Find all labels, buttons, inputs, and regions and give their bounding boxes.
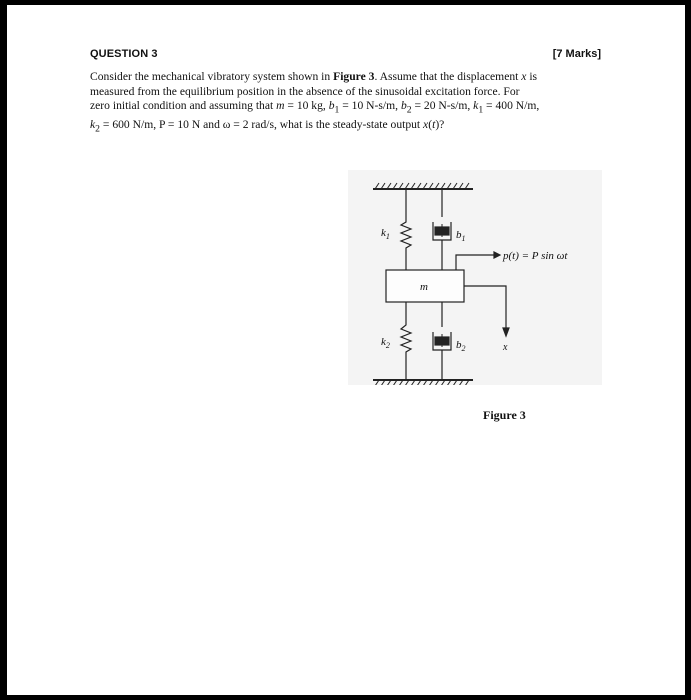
- page-border-right: [685, 0, 691, 700]
- label-force: p(t) = P sin ωt: [503, 250, 568, 262]
- label-x: x: [503, 342, 508, 353]
- body-line-1: [90, 70, 602, 85]
- body-text-span: = 20 N-s/m,: [411, 99, 474, 113]
- label-k2: $k_2$: [381, 336, 390, 350]
- label-b1: $b_1$: [456, 229, 466, 243]
- figure-reference: Figure 3: [333, 70, 375, 83]
- variable-b: b: [328, 99, 335, 113]
- variable-m: m: [276, 99, 285, 113]
- label-mass: m: [420, 281, 428, 293]
- variable-x: x: [521, 70, 527, 83]
- question-title: QUESTION 3: [90, 48, 158, 60]
- body-text-span: = 400 N/m,: [483, 99, 540, 113]
- body-text-span: = 10 kg,: [284, 99, 329, 113]
- body-line-2: measured from the equilibrium position in the absence of the sinusoidal excitation force. For: [90, 84, 520, 98]
- body-text-span: )?: [435, 118, 445, 132]
- body-text-span: = 600 N/m, P = 10 N and ω = 2 rad/s, what is the steady-state output: [99, 118, 424, 132]
- variable-b: b: [400, 99, 407, 113]
- label-k1: $k_1$: [381, 227, 390, 241]
- question-body: [90, 70, 602, 137]
- subscript: 1: [334, 104, 340, 116]
- body-text-span: (: [428, 118, 433, 132]
- page-border-top: [0, 0, 691, 5]
- body-line-4: [90, 118, 602, 137]
- mechanical-system-figure: [348, 170, 602, 385]
- body-line-3: [90, 99, 602, 118]
- body-text-span: = 10 N-s/m,: [339, 99, 401, 113]
- body-text-span: Consider the mechanical vibratory system shown in: [90, 70, 334, 83]
- variable-k: k: [90, 118, 96, 132]
- variable-x: x: [423, 118, 429, 132]
- subscript: 1: [478, 104, 484, 116]
- variable-k: k: [473, 99, 479, 113]
- body-text-span: . Assume that the displacement: [374, 70, 522, 83]
- question-marks: [7 Marks]: [552, 48, 601, 60]
- variable-t: t: [432, 118, 436, 132]
- subscript: 2: [406, 104, 412, 116]
- body-text-span: zero initial condition and assuming that: [90, 99, 277, 113]
- label-b2: $b_2$: [456, 339, 466, 353]
- page-border-left: [0, 0, 7, 700]
- subscript: 2: [95, 123, 100, 135]
- figure-caption: Figure 3: [483, 408, 526, 422]
- page-border-bottom: [0, 695, 691, 700]
- body-text-span: is: [526, 70, 538, 83]
